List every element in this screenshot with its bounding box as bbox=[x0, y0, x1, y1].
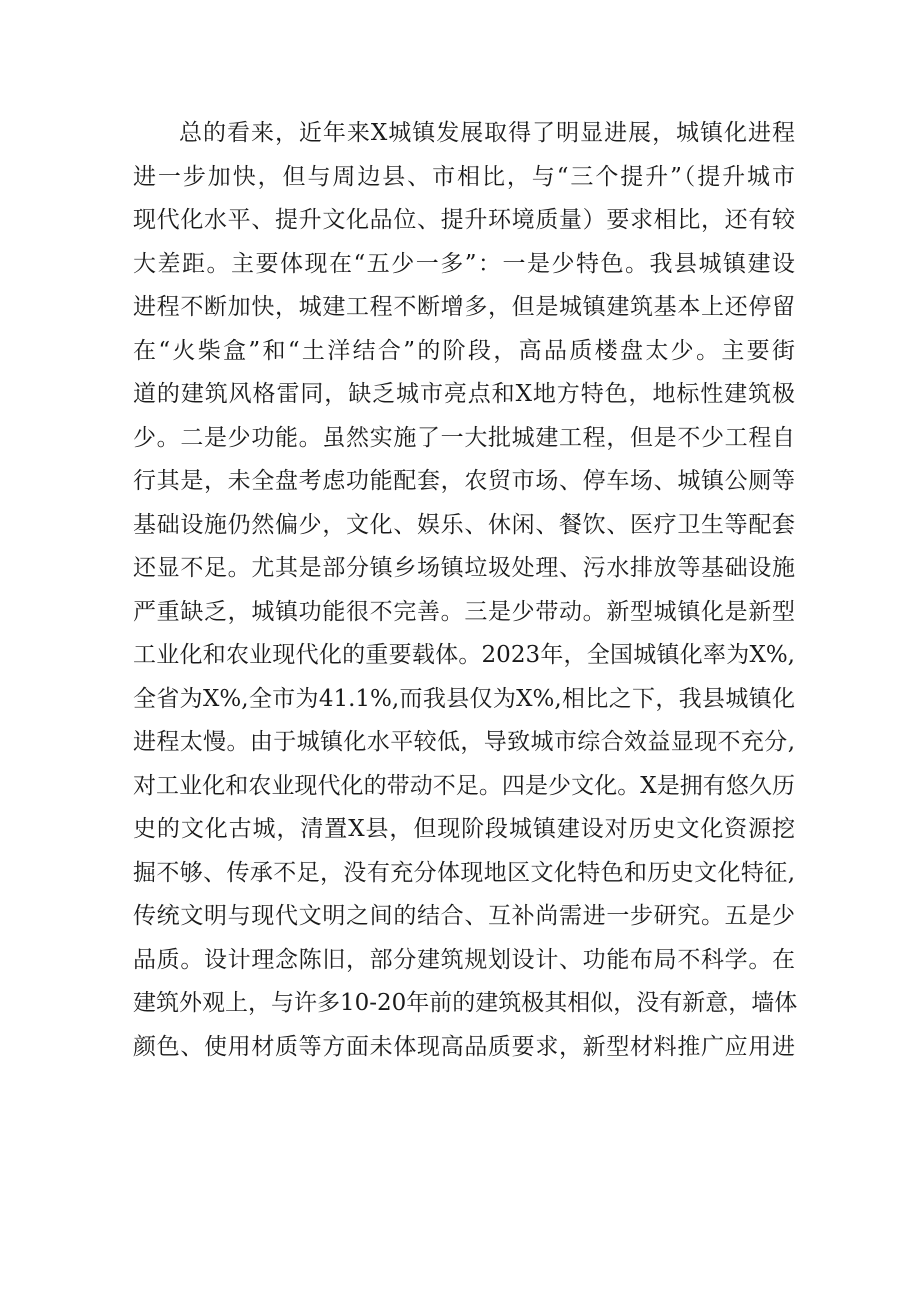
paragraph-line: 行其是，未全盘考虑功能配套，农贸市场、停车场、城镇公厕等 bbox=[133, 468, 795, 494]
paragraph-line: 进一步加快，但与周边县、市相比，与“三个提升”（提升城市 bbox=[133, 163, 795, 190]
paragraph-line: 对工业化和农业现代化的带动不足。四是少文化。X是拥有悠久历 bbox=[133, 772, 795, 799]
paragraph-line: 道的建筑风格雷同，缺乏城市亮点和X地方特色，地标性建筑极 bbox=[133, 381, 795, 407]
paragraph-line: 掘不够、传承不足，没有充分体现地区文化特色和历史文化特征, bbox=[133, 859, 795, 886]
paragraph-line: 现代化水平、提升文化品位、提升环境质量）要求相比，还有较 bbox=[133, 207, 795, 233]
paragraph-line: 进程不断加快，城建工程不断增多，但是城镇建筑基本上还停留 bbox=[133, 294, 795, 320]
paragraph-line: 颜色、使用材质等方面未体现高品质要求，新型材料推广应用进 bbox=[133, 1033, 795, 1060]
paragraph-line: 大差距。主要体现在“五少一多”：一是少特色。我县城镇建设 bbox=[133, 250, 795, 277]
paragraph-line: 品质。设计理念陈旧，部分建筑规划设计、功能布局不科学。在 bbox=[133, 946, 795, 973]
paragraph-line: 总的看来，近年来X城镇发展取得了明显进展，城镇化进程 bbox=[179, 120, 795, 146]
paragraph-line: 在“火柴盒”和“土洋结合”的阶段，高品质楼盘太少。主要街 bbox=[133, 337, 795, 364]
body-paragraph bbox=[133, 112, 798, 1069]
paragraph-line: 工业化和农业现代化的重要载体。2023年，全国城镇化率为X%, bbox=[133, 642, 795, 668]
paragraph-line: 严重缺乏，城镇功能很不完善。三是少带动。新型城镇化是新型 bbox=[133, 598, 795, 625]
paragraph-line: 传统文明与现代文明之间的结合、互补尚需进一步研究。五是少 bbox=[133, 903, 795, 929]
paragraph-line: 还显不足。尤其是部分镇乡场镇垃圾处理、污水排放等基础设施 bbox=[133, 555, 795, 581]
paragraph-line: 少。二是少功能。虽然实施了一大批城建工程，但是不少工程自 bbox=[133, 424, 795, 451]
paragraph-line: 建筑外观上，与许多10-20年前的建筑极其相似，没有新意，墙体 bbox=[133, 990, 798, 1016]
paragraph-line: 进程太慢。由于城镇化水平较低，导致城市综合效益显现不充分, bbox=[133, 729, 795, 755]
paragraph-line: 史的文化古城，清置X县，但现阶段城镇建设对历史文化资源挖 bbox=[133, 816, 795, 842]
paragraph-line: 基础设施仍然偏少，文化、娱乐、休闲、餐饮、医疗卫生等配套 bbox=[133, 511, 795, 538]
paragraph-line: 全省为X%,全市为41.1%,而我县仅为X%,相比之下，我县城镇化 bbox=[133, 685, 795, 712]
